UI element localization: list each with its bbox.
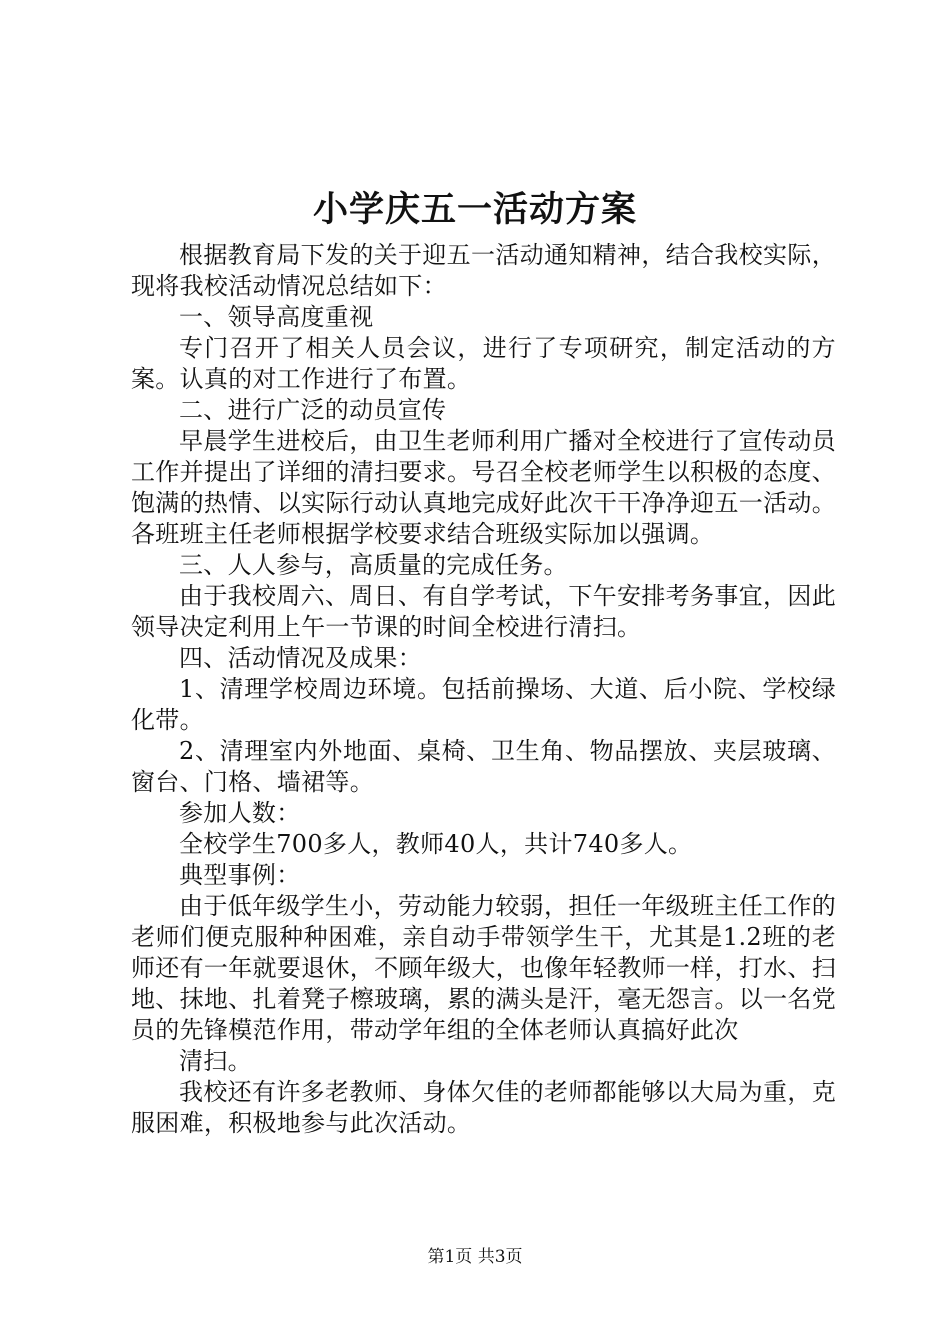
participants-count: 全校学生700多人，教师40人，共计740多人。 xyxy=(179,830,693,858)
paragraph-intro: 根据教育局下发的关于迎五一活动通知精神，结合我校实际，现将我校活动情况总结如下： xyxy=(131,241,836,300)
heading-2: 二、进行广泛的动员宣传 xyxy=(179,396,447,424)
paragraph-example: 由于低年级学生小，劳动能力较弱，担任一年级班主任工作的老师们便克服种种困难，亲自动手带领学生干，尤其是1.2班的老师还有一年就要退休，不顾年级大，也像年轻教师一样，打水、扫地、抹地、扎着凳子檫玻璃，累的满头是汗，毫无怨言。以一名党员的先锋模范作用，带动学年组的全体老师认真搞好此次 xyxy=(131,892,836,1044)
list-item-1: 1、清理学校周边环境。包括前操场、大道、后小院、学校绿化带。 xyxy=(131,675,836,734)
paragraph-1: 专门召开了相关人员会议，进行了专项研究，制定活动的方案。认真的对工作进行了布置。 xyxy=(131,334,836,393)
document-title: 小学庆五一活动方案 xyxy=(312,189,637,230)
page-number: 第1页 共3页 xyxy=(427,1247,523,1267)
list-item-2: 2、清理室内外地面、桌椅、卫生角、物品摆放、夹层玻璃、窗台、门格、墙裙等。 xyxy=(131,737,836,796)
heading-3: 三、人人参与，高质量的完成任务。 xyxy=(179,551,568,579)
heading-4: 四、活动情况及成果： xyxy=(179,644,422,672)
participants-label: 参加人数： xyxy=(179,799,301,827)
examples-label: 典型事例： xyxy=(179,861,301,889)
paragraph-2: 早晨学生进校后，由卫生老师利用广播对全校进行了宣传动员工作并提出了详细的清扫要求。号召全校老师学生以积极的态度、饱满的热情、以实际行动认真地完成好此次干干净净迎五一活动。各班班主任老师根据学校要求结合班级实际加以强调。 xyxy=(131,427,836,548)
paragraph-3: 由于我校周六、周日、有自学考试，下午安排考务事宜，因此领导决定利用上午一节课的时间全校进行清扫。 xyxy=(131,582,836,641)
document-body xyxy=(131,240,836,1139)
heading-1: 一、领导高度重视 xyxy=(179,303,374,331)
paragraph-example-end: 清扫。 xyxy=(179,1047,252,1075)
paragraph-closing: 我校还有许多老教师、身体欠佳的老师都能够以大局为重，克服困难，积极地参与此次活动。 xyxy=(131,1078,836,1137)
